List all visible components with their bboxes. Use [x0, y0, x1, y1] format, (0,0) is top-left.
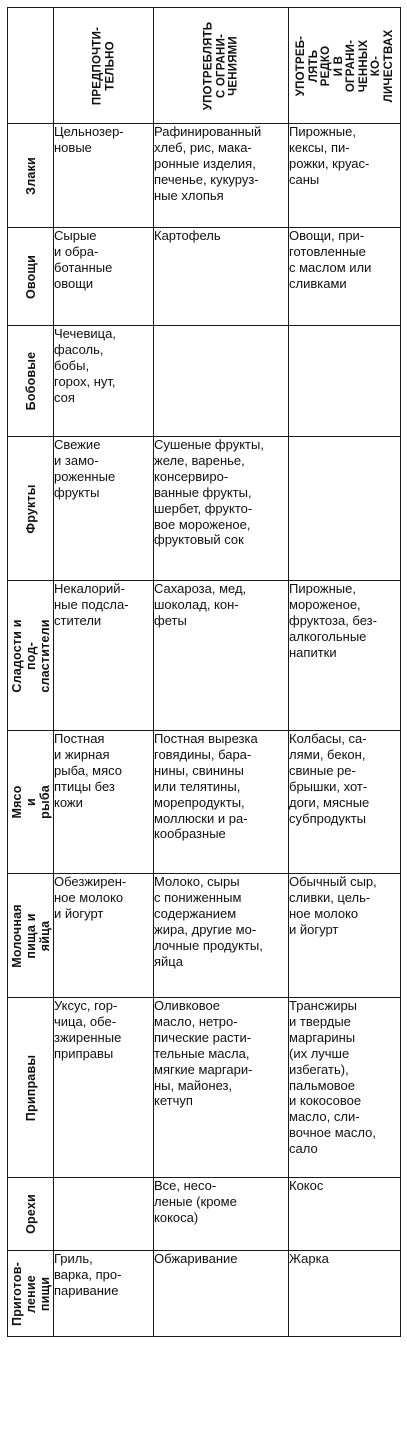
row-header: Овощи — [8, 228, 54, 326]
table-row — [8, 228, 401, 326]
cell-limited: Оливковое масло, нетро- пические расти- тельные масла, мягкие маргари- ны, майонез, кетчуп — [154, 998, 289, 1178]
cell-rarely: Кокос — [289, 1178, 401, 1251]
column-header-limited: УПОТРЕБЛЯТЬ С ОГРАНИ- ЧЕНИЯМИ — [154, 8, 289, 124]
row-header: Сладости и под- сластители — [8, 581, 54, 731]
corner-cell — [8, 8, 54, 124]
table-row — [8, 874, 401, 998]
cell-limited: Сахароза, мед, шоколад, кон- феты — [154, 581, 289, 731]
cell-preferred: Некалорий- ные подсла- стители — [54, 581, 154, 731]
cell-preferred: Обезжирен- ное молоко и йогурт — [54, 874, 154, 998]
header-row — [8, 8, 401, 124]
table-row — [8, 326, 401, 437]
table-row — [8, 124, 401, 228]
cell-rarely: Пирожные, кексы, пи- рожки, круас- саны — [289, 124, 401, 228]
cell-limited: Все, несо- леные (кроме кокоса) — [154, 1178, 289, 1251]
table-row — [8, 437, 401, 581]
row-header: Приготов- ление пищи — [8, 1251, 54, 1337]
diet-table — [7, 7, 401, 1337]
cell-rarely: Жарка — [289, 1251, 401, 1337]
cell-limited: Молоко, сыры с пониженным содержанием жира, другие мо- лочные продукты, яйца — [154, 874, 289, 998]
table-row — [8, 998, 401, 1178]
table-row — [8, 1251, 401, 1337]
cell-rarely: Трансжиры и твердые маргарины (их лучше избегать), пальмовое и кокосовое масло, сли- вочное масло, сало — [289, 998, 401, 1178]
cell-rarely — [289, 326, 401, 437]
cell-limited — [154, 326, 289, 437]
cell-preferred: Чечевица, фасоль, бобы, горох, нут, соя — [54, 326, 154, 437]
cell-preferred: Постная и жирная рыба, мясо птицы без кожи — [54, 731, 154, 874]
cell-preferred: Цельнозер- новые — [54, 124, 154, 228]
row-header: Злаки — [8, 124, 54, 228]
cell-rarely: Обычный сыр, сливки, цель- ное молоко и йогурт — [289, 874, 401, 998]
row-header: Орехи — [8, 1178, 54, 1251]
cell-rarely: Пирожные, мороженое, фруктоза, без- алкогольные напитки — [289, 581, 401, 731]
row-header: Мясо и рыба — [8, 731, 54, 874]
row-header: Приправы — [8, 998, 54, 1178]
cell-rarely — [289, 437, 401, 581]
cell-preferred: Свежие и замо- роженные фрукты — [54, 437, 154, 581]
row-header: Бобовые — [8, 326, 54, 437]
table-row — [8, 581, 401, 731]
cell-preferred: Уксус, гор- чица, обе- зжиренные приправы — [54, 998, 154, 1178]
column-header-preferred: ПРЕДПОЧТИ- ТЕЛЬНО — [54, 8, 154, 124]
cell-limited: Постная вырезка говядины, бара- нины, свинины или телятины, морепродукты, моллюски и ра- кообразные — [154, 731, 289, 874]
cell-preferred: Сырые и обра- ботанные овощи — [54, 228, 154, 326]
cell-preferred — [54, 1178, 154, 1251]
table-row — [8, 731, 401, 874]
table-row — [8, 1178, 401, 1251]
row-header: Фрукты — [8, 437, 54, 581]
cell-limited: Обжаривание — [154, 1251, 289, 1337]
column-header-rarely: УПОТРЕБ- ЛЯТЬ РЕДКО И В ОГРАНИ- ЧЕННЫХ КО- ЛИЧЕСТВАХ — [289, 8, 401, 124]
row-header: Молочная пища и яйца — [8, 874, 54, 998]
cell-rarely: Колбасы, са- лями, бекон, свиные ре- брышки, хот- доги, мясные субпродукты — [289, 731, 401, 874]
cell-limited: Рафинированный хлеб, рис, мака- ронные изделия, печенье, кукуруз- ные хлопья — [154, 124, 289, 228]
cell-preferred: Гриль, варка, про- паривание — [54, 1251, 154, 1337]
cell-limited: Картофель — [154, 228, 289, 326]
cell-limited: Сушеные фрукты, желе, варенье, консервиро- ванные фрукты, шербет, фрукто- вое мороженое, фруктовый сок — [154, 437, 289, 581]
cell-rarely: Овощи, при- готовленные с маслом или сливками — [289, 228, 401, 326]
